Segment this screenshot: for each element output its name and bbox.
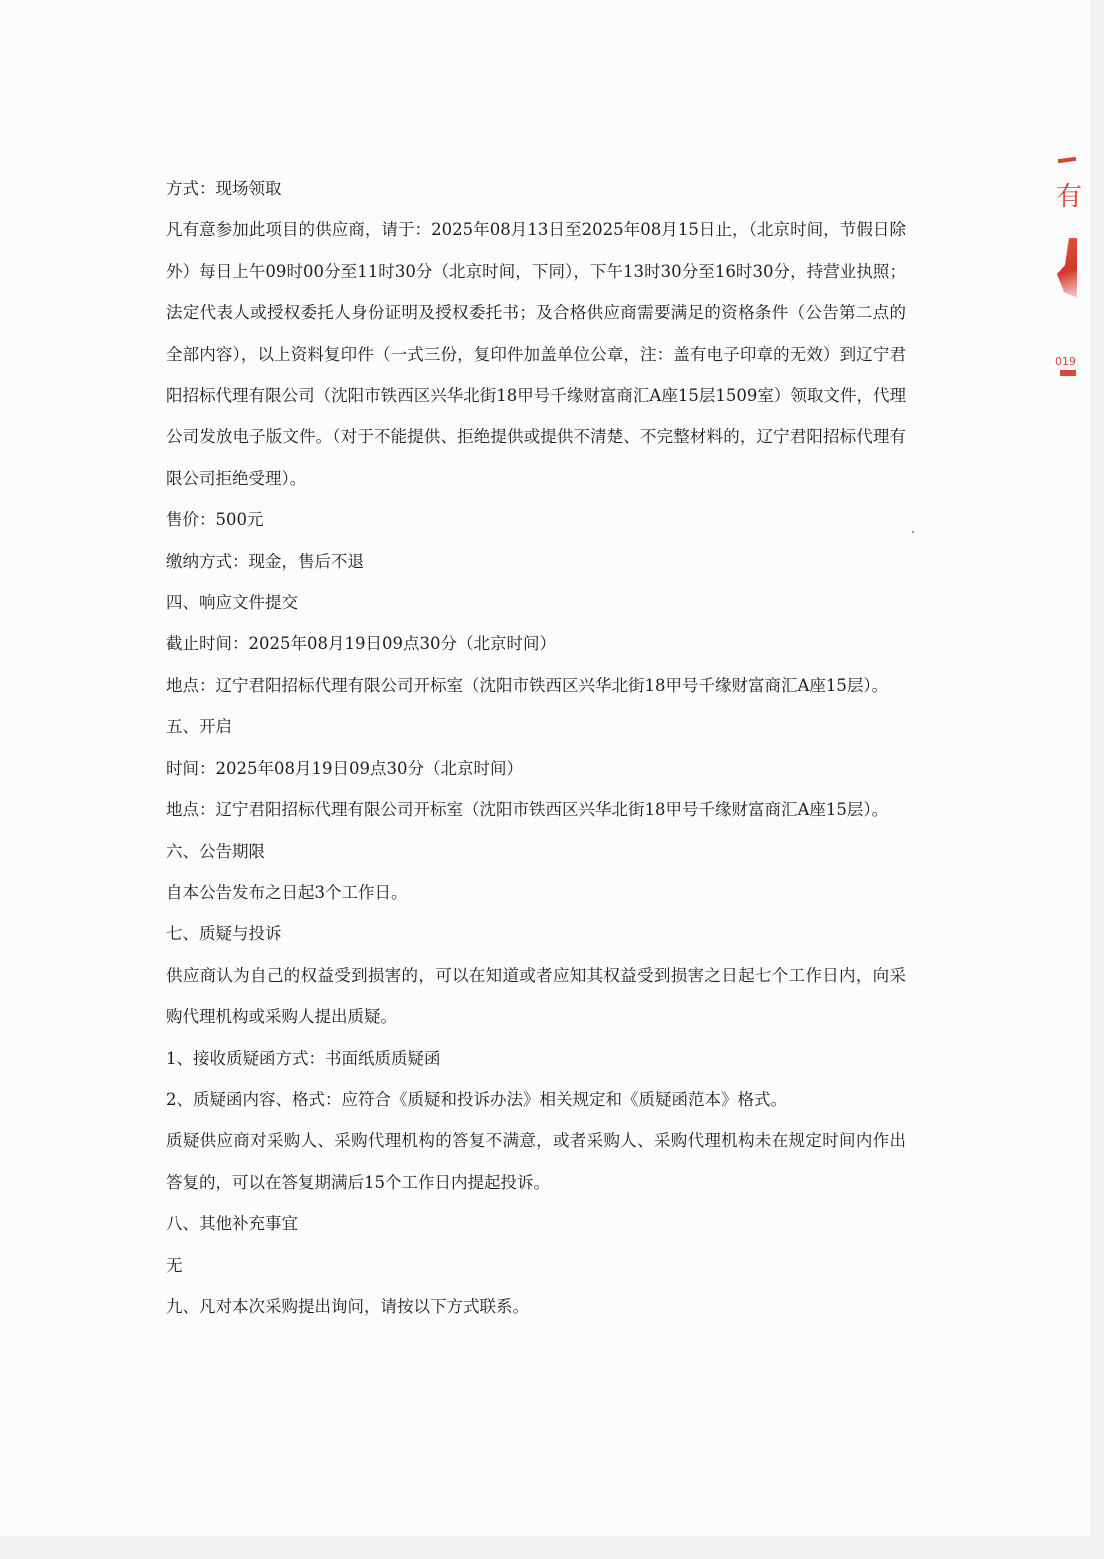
scan-bottom-margin: [0, 1536, 1104, 1559]
paragraph-price: 售价：500元: [166, 510, 264, 530]
seal-stroke-bottom: [1060, 370, 1076, 376]
paragraph-challenge-method: 1、接收质疑函方式：书面纸质质疑函: [166, 1048, 441, 1068]
paragraph-document-pickup: 凡有意参加此项目的供应商，请于：2025年08月13日至2025年08月15日止，（北京时间，节假日除外）每日上午09时00分至11时30分（北京时间，下同），下午13时30分至16时30分，持营业执照；法定代表人或授权委托人身份证明及授权委托书；及合格供应商需要满足的资格条件（公告第二点的全部内容），以上资料复印件（一式三份，复印件加盖单位公章，注：盖有电子印章的无效）到辽宁君阳招标代理有限公司（沈阳市铁西区兴华北街18甲号千缘财富商汇A座15层1509室）领取文件，代理公司发放电子版文件。（对于不能提供、拒绝提供或提供不清楚、不完整材料的，辽宁君阳招标代理有限公司拒绝受理）。: [166, 220, 906, 488]
paragraph-payment-method: 缴纳方式：现金，售后不退: [166, 551, 364, 571]
scan-right-margin: [1090, 0, 1104, 1559]
seal-stroke-middle: [1057, 238, 1077, 298]
paragraph-notice-period: 自本公告发布之日起3个工作日。: [166, 882, 408, 902]
paragraph-submission-deadline: 截止时间：2025年08月19日09点30分（北京时间）: [166, 634, 556, 654]
section-heading-opening: 五、开启: [166, 717, 232, 737]
announcement-body: [166, 168, 906, 1327]
scan-speck: [912, 531, 914, 533]
section-heading-contact: 九、凡对本次采购提出询问，请按以下方式联系。: [166, 1296, 529, 1316]
section-heading-other-matters: 八、其他补充事宜: [166, 1214, 298, 1234]
seal-stroke-top: [1058, 157, 1076, 163]
paragraph-other-matters: 无: [166, 1255, 183, 1275]
paragraph-opening-time: 时间：2025年08月19日09点30分（北京时间）: [166, 758, 523, 778]
paragraph-challenge-rights: 供应商认为自己的权益受到损害的，可以在知道或者应知其权益受到损害之日起七个工作日内，向采购代理机构或采购人提出质疑。: [166, 965, 906, 1027]
section-heading-submission: 四、响应文件提交: [166, 593, 298, 613]
paragraph-complaint: 质疑供应商对采购人、采购代理机构的答复不满意，或者采购人、采购代理机构未在规定时间内作出答复的，可以在答复期满后15个工作日内提起投诉。: [166, 1131, 906, 1192]
paragraph-challenge-format: 2、质疑函内容、格式：应符合《质疑和投诉办法》相关规定和《质疑函范本》格式。: [166, 1089, 787, 1109]
section-heading-challenge: 七、质疑与投诉: [166, 924, 282, 944]
seal-stamp-fragment: [1054, 150, 1083, 390]
paragraph-collection-method: 方式：现场领取: [166, 179, 282, 198]
seal-glyph: 有: [1056, 182, 1083, 212]
section-heading-notice-period: 六、公告期限: [166, 841, 265, 861]
seal-digits: 019: [1055, 355, 1076, 368]
paragraph-submission-location: 地点：辽宁君阳招标代理有限公司开标室（沈阳市铁西区兴华北街18甲号千缘财富商汇A座15层）。: [166, 675, 889, 695]
paragraph-opening-location: 地点：辽宁君阳招标代理有限公司开标室（沈阳市铁西区兴华北街18甲号千缘财富商汇A座15层）。: [166, 800, 889, 820]
